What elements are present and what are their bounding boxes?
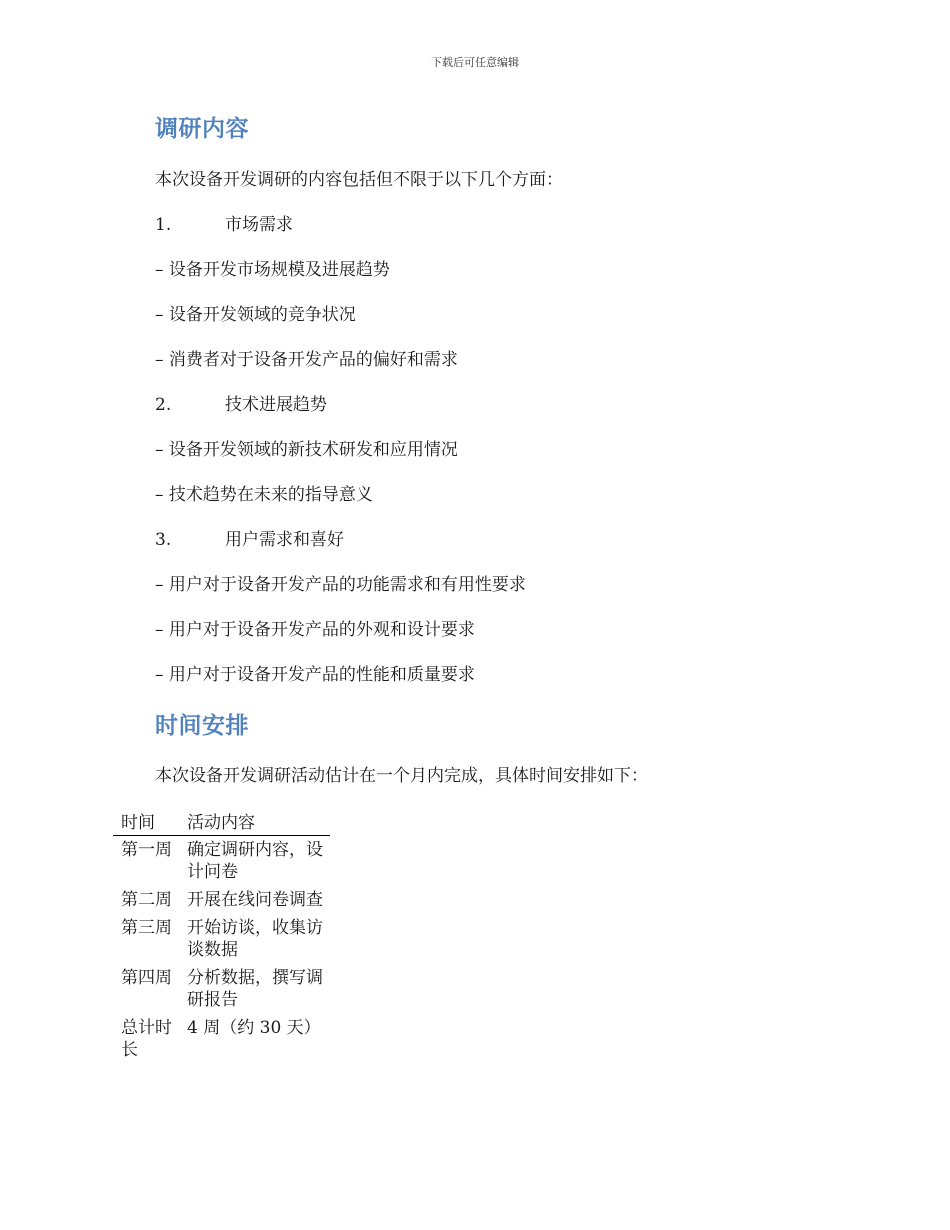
table-cell-activity: 4 周（约 30 天） — [187, 1018, 321, 1038]
section-heading-schedule: 时间安排 — [155, 713, 249, 739]
research-intro: 本次设备开发调研的内容包括但不限于以下几个方面： — [155, 170, 563, 190]
bullet-item: – 设备开发领域的竞争状况 — [155, 305, 356, 325]
table-cell-activity: 开展在线问卷调查 — [187, 890, 323, 910]
list-number: 2. — [155, 395, 172, 415]
table-cell-activity: 确定调研内容，设计问卷 — [187, 840, 323, 882]
table-row — [113, 836, 330, 887]
bullet-item: – 用户对于设备开发产品的外观和设计要求 — [155, 620, 475, 640]
table-cell-activity: 分析数据，撰写调研报告 — [187, 968, 323, 1010]
bullet-item: – 设备开发领域的新技术研发和应用情况 — [155, 440, 458, 460]
table-cell-time: 第二周 — [121, 890, 172, 910]
list-number: 1. — [155, 215, 172, 235]
list-number: 3. — [155, 530, 172, 550]
list-item-title: 用户需求和喜好 — [225, 530, 344, 550]
list-item-title: 市场需求 — [225, 215, 293, 235]
bullet-item: – 用户对于设备开发产品的性能和质量要求 — [155, 665, 475, 685]
list-item-title: 技术进展趋势 — [225, 395, 327, 415]
list-item-heading — [155, 529, 344, 551]
schedule-intro: 本次设备开发调研活动估计在一个月内完成，具体时间安排如下： — [155, 766, 648, 786]
bullet-item: – 技术趋势在未来的指导意义 — [155, 485, 373, 505]
schedule-table — [113, 812, 330, 1064]
bullet-item: – 设备开发市场规模及进展趋势 — [155, 260, 390, 280]
table-cell-time: 第一周 — [121, 840, 172, 860]
table-row — [113, 964, 330, 1014]
bullet-item: – 用户对于设备开发产品的功能需求和有用性要求 — [155, 575, 526, 595]
column-header-time: 时间 — [113, 812, 179, 836]
bullet-item: – 消费者对于设备开发产品的偏好和需求 — [155, 350, 458, 370]
table-header-row — [113, 812, 330, 836]
table-cell-time: 第四周 — [121, 968, 172, 988]
table-cell-time: 第三周 — [121, 918, 172, 938]
list-item-heading — [155, 214, 293, 236]
page-header-note: 下载后可任意编辑 — [431, 56, 519, 69]
table-row — [113, 1014, 330, 1064]
list-item-heading — [155, 394, 327, 416]
table-cell-time: 总计时长 — [121, 1018, 172, 1060]
table-cell-activity: 开始访谈，收集访谈数据 — [187, 918, 323, 960]
table-row — [113, 914, 330, 964]
column-header-activity: 活动内容 — [179, 812, 330, 836]
table-row — [113, 886, 330, 914]
section-heading-research: 调研内容 — [155, 116, 249, 142]
